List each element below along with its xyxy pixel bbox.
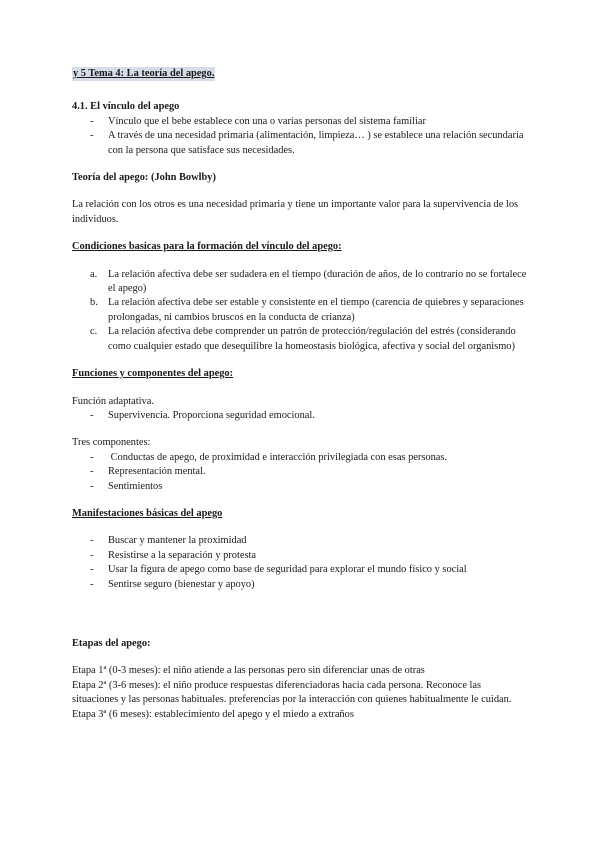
section-heading-teoria: Teoría del apego: (John Bowlby) <box>72 172 216 184</box>
components-label: Tres componentes: <box>72 437 151 449</box>
function-label: Función adaptativa. <box>72 395 154 407</box>
list-item: - Resistirse a la separación y protesta <box>72 549 528 563</box>
list-item: c. La relación afectiva debe comprender un patrón de protección/regulación del estrés (considerando como cualquier estado que desequilibre la homeostasis biológica, afectiva y social del organismo) <box>90 326 516 352</box>
list-item: - A través de una necesidad primaria (alimentación, limpieza… ) se establece una relación secundaria con la persona que satisface sus necesidades. <box>72 129 528 158</box>
list-item: - Conductas de apego, de proximidad e interacción privilegiada con esas personas. <box>72 451 528 465</box>
list-item: - Vínculo que el bebe establece con una o varias personas del sistema familiar <box>72 115 528 129</box>
section-heading-etapas: Etapas del apego: <box>72 637 151 649</box>
list-item: - Sentimientos <box>72 480 528 494</box>
section-heading-manifestaciones: Manifestaciones básicas del apego <box>72 507 223 519</box>
stage-3: Etapa 3ª (6 meses): establecimiento del apego y el miedo a extraños <box>72 708 354 720</box>
list-manifestaciones <box>72 534 528 592</box>
list-item: b. La relación afectiva debe ser estable y consistente en el tiempo (carencia de quiebres y separaciones prolongadas, ni cambios bruscos en la conducta de crianza) <box>90 297 524 323</box>
list-vinculo <box>72 115 528 158</box>
list-componentes <box>72 451 528 494</box>
document-title: y 5 Tema 4: La teoría del apego. <box>72 67 215 81</box>
list-item: a. La relación afectiva debe ser sudadera en el tiempo (duración de años, de lo contrario no se fortalece el apego) <box>90 268 527 295</box>
list-item: - Sentirse seguro (bienestar y apoyo) <box>72 578 528 592</box>
list-funcion <box>72 409 528 423</box>
list-condiciones <box>72 268 528 354</box>
document-content <box>72 67 528 722</box>
stage-1: Etapa 1ª (0-3 meses): el niño atiende a las personas pero sin diferenciar unas de otras <box>72 665 425 677</box>
section-heading-condiciones: Condiciones basicas para la formación del vínculo del apego: <box>72 241 342 253</box>
stage-2: Etapa 2ª (3-6 meses): el niño produce respuestas diferenciadoras hacia cada persona. Reconoce las situaciones y las personas habituales. preferencias por la interacción con quienes habitualmente le cuidan. <box>72 679 512 706</box>
section-heading-funciones: Funciones y componentes del apego: <box>72 368 234 380</box>
section-heading-vinculo: 4.1. El vínculo del apego <box>72 101 180 113</box>
list-item: - Buscar y mantener la proximidad <box>72 534 528 548</box>
list-item: - Usar la figura de apego como base de seguridad para explorar el mundo físico y social <box>72 563 528 577</box>
paragraph-teoria: La relación con los otros es una necesidad primaria y tiene un importante valor para la supervivencia de los individuos. <box>72 199 519 225</box>
list-item: - Supervivencia. Proporciona seguridad emocional. <box>72 409 528 423</box>
list-item: - Representación mental. <box>72 465 528 479</box>
